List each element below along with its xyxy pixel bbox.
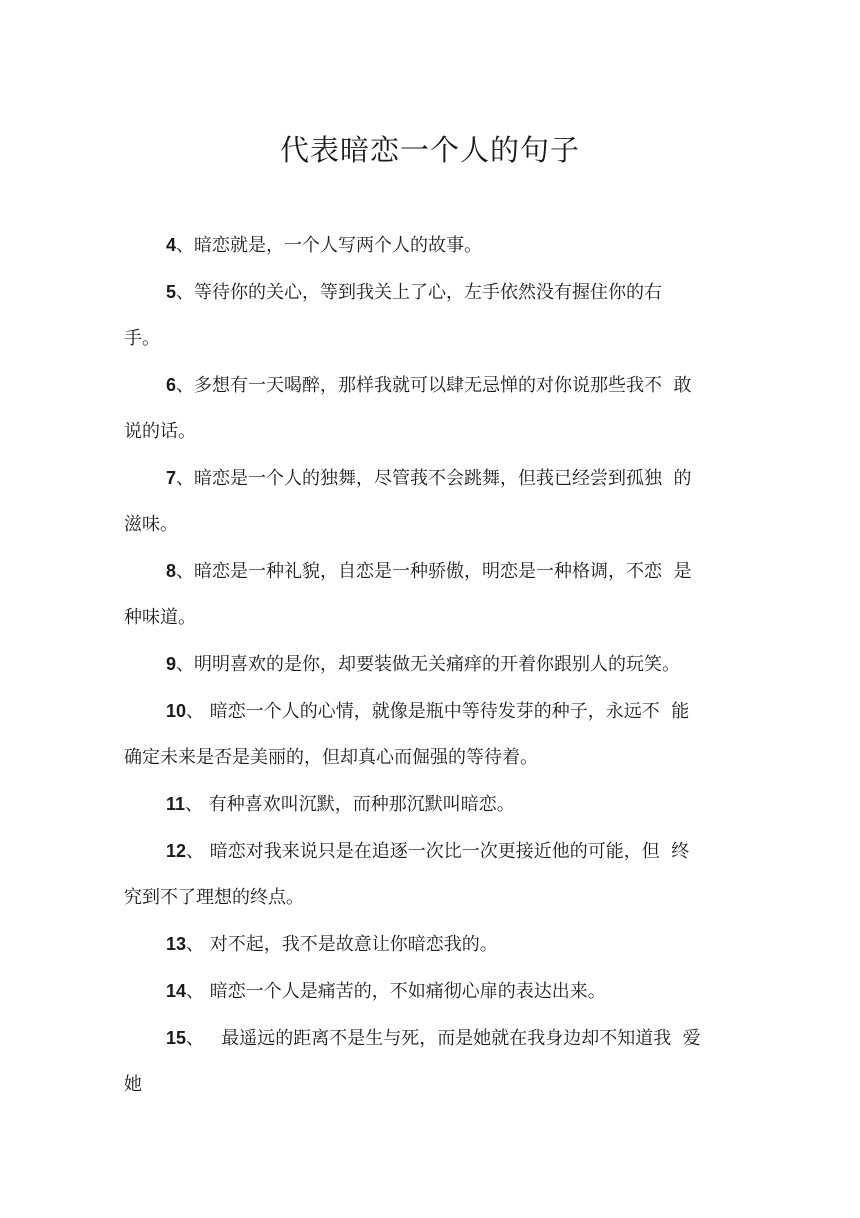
sentence-item <box>124 222 724 269</box>
sentence-text: 有种喜欢叫沉默，而种那沉默叫暗恋。 <box>208 794 515 815</box>
sentence-continuation-line <box>124 735 724 781</box>
sentence-continuation-line <box>124 875 724 921</box>
sentence-item <box>124 362 724 455</box>
sentence-number: 11 <box>166 794 186 814</box>
sentence-separator: 、 <box>176 654 195 675</box>
sentence-item <box>124 548 724 641</box>
sentence-item <box>124 269 724 362</box>
sentence-text: 暗恋一个人的心情，就像是瓶中等待发芽的种子，永远不 能 <box>209 701 690 722</box>
sentence-first-line <box>124 455 724 502</box>
sentence-separator: 、 <box>176 468 195 489</box>
sentence-first-line <box>124 781 724 828</box>
sentence-separator: 、 <box>176 561 195 582</box>
sentence-continuation-line <box>124 502 724 548</box>
sentence-text: 暗恋是一个人的独舞，尽管莪不会跳舞，但莪已经尝到孤独 的 <box>194 468 692 489</box>
sentence-text: 手。 <box>124 328 160 349</box>
sentence-first-line <box>124 269 724 316</box>
sentence-separator: 、 <box>176 375 195 396</box>
sentence-separator: 、 <box>186 701 210 722</box>
sentence-number: 14 <box>166 981 187 1001</box>
sentence-number: 9 <box>166 654 177 674</box>
sentence-first-line <box>124 548 724 595</box>
sentence-text: 最遥远的距离不是生与死，而是她就在我身边却不知道我 爱 <box>221 1028 701 1049</box>
sentence-continuation-line <box>124 316 724 362</box>
sentence-number: 4 <box>166 235 177 255</box>
sentence-text: 明明喜欢的是你，却要装做无关痛痒的开着你跟别人的玩笑。 <box>194 654 681 675</box>
sentence-number: 8 <box>166 561 177 581</box>
sentence-text: 她 <box>124 1074 142 1095</box>
sentence-number: 12 <box>166 841 187 861</box>
sentence-number: 13 <box>166 934 187 954</box>
sentence-number: 15 <box>166 1028 187 1048</box>
sentence-separator: 、 <box>176 282 195 303</box>
sentence-text: 暗恋就是，一个人写两个人的故事。 <box>194 235 483 256</box>
sentence-item <box>124 828 724 921</box>
sentence-first-line <box>124 968 724 1015</box>
sentence-separator: 、 <box>186 981 210 1002</box>
sentence-item <box>124 781 724 828</box>
sentence-separator: 、 <box>186 1028 222 1049</box>
document-title: 代表暗恋一个人的句子 <box>279 133 580 167</box>
sentence-separator: 、 <box>186 841 210 862</box>
sentence-item <box>124 688 724 781</box>
sentence-item <box>124 968 724 1015</box>
sentence-continuation-line <box>124 1062 724 1108</box>
sentence-text: 暗恋是一种礼貌，自恋是一种骄傲，明恋是一种格调，不恋 是 <box>194 561 692 582</box>
sentence-first-line <box>124 222 724 269</box>
sentence-number: 10 <box>166 701 187 721</box>
sentence-text: 暗恋一个人是痛苦的，不如痛彻心扉的表达出来。 <box>209 981 606 1002</box>
sentence-item <box>124 921 724 968</box>
sentence-text: 暗恋对我来说只是在追逐一次比一次更接近他的可能，但 终 <box>209 841 690 862</box>
sentence-text: 对不起，我不是故意让你暗恋我的。 <box>209 934 498 955</box>
sentence-item <box>124 1015 724 1108</box>
sentence-text: 究到不了理想的终点。 <box>124 887 304 908</box>
sentence-first-line <box>124 1015 724 1062</box>
sentence-number: 5 <box>166 282 177 302</box>
sentence-number: 6 <box>166 375 177 395</box>
sentence-separator: 、 <box>185 794 209 815</box>
sentence-first-line <box>124 921 724 968</box>
sentence-separator: 、 <box>186 934 210 955</box>
sentence-item <box>124 641 724 688</box>
sentence-text: 确定未来是否是美丽的，但却真心而倔强的等待着。 <box>124 747 538 768</box>
sentence-first-line <box>124 641 724 688</box>
sentence-text: 说的话。 <box>124 421 196 442</box>
sentence-list <box>124 222 724 1108</box>
sentence-text: 种味道。 <box>124 607 196 628</box>
sentence-text: 滋味。 <box>124 514 178 535</box>
sentence-first-line <box>124 362 724 409</box>
sentence-first-line <box>124 688 724 735</box>
sentence-separator: 、 <box>176 235 195 256</box>
sentence-text: 多想有一天喝醉，那样我就可以肆无忌惮的对你说那些我不 敢 <box>194 375 692 396</box>
sentence-continuation-line <box>124 595 724 641</box>
sentence-first-line <box>124 828 724 875</box>
sentence-continuation-line <box>124 409 724 455</box>
sentence-number: 7 <box>166 468 177 488</box>
sentence-text: 等待你的关心，等到我关上了心，左手依然没有握住你的右 <box>194 282 663 303</box>
sentence-item <box>124 455 724 548</box>
